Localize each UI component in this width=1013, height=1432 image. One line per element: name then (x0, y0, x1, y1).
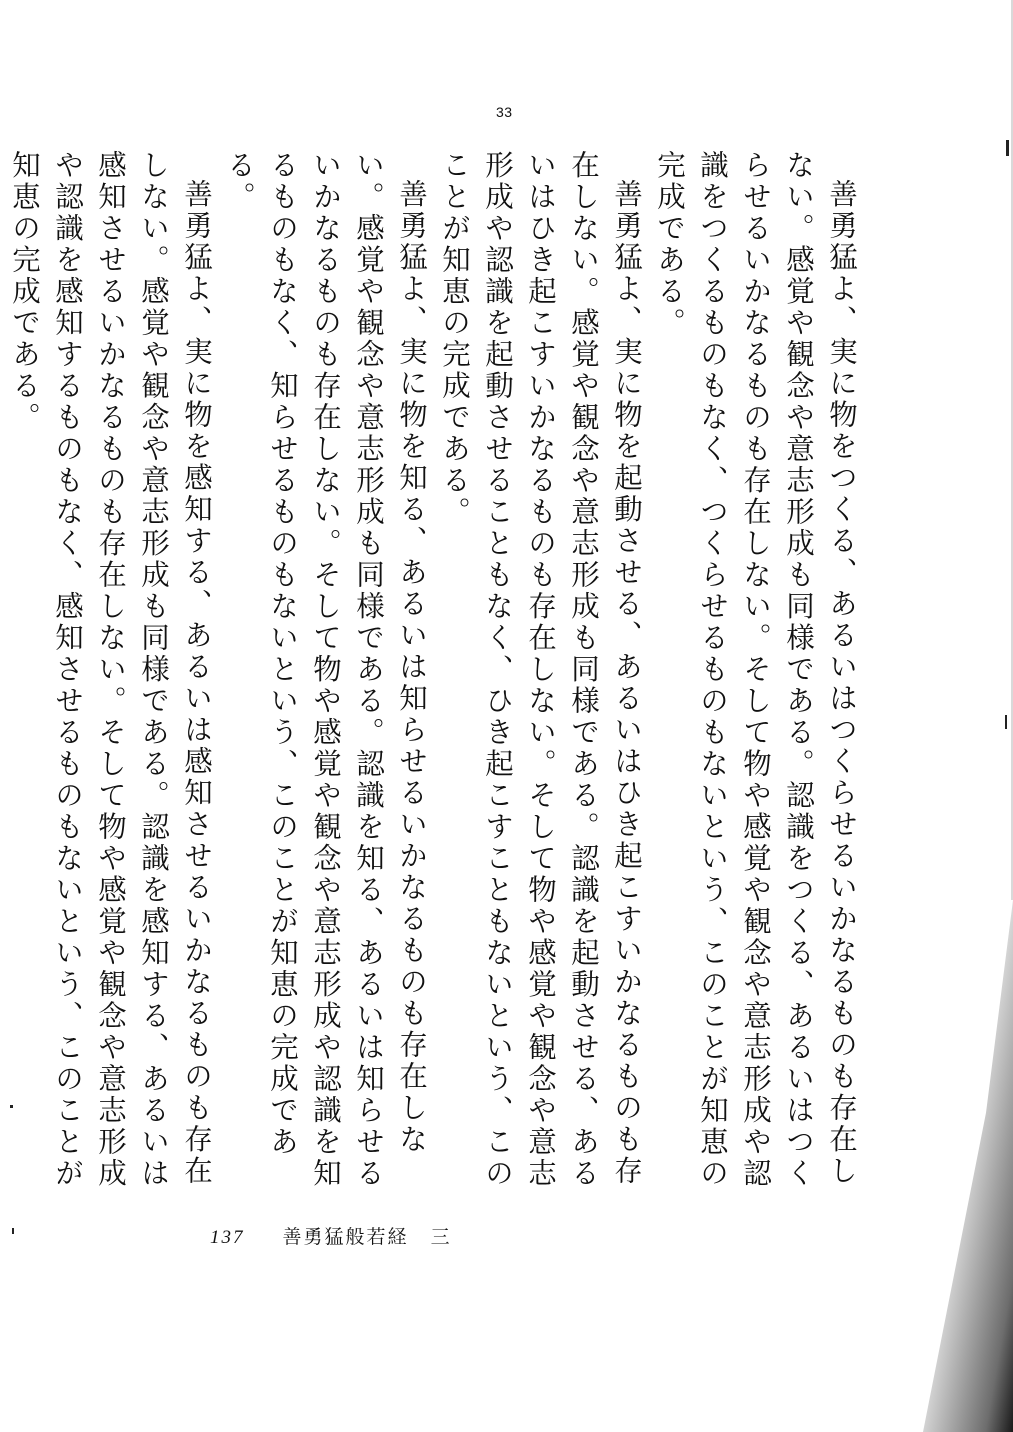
scan-mark (12, 1228, 14, 1234)
page-number: 33 (496, 104, 513, 120)
scan-mark (1006, 140, 1009, 156)
volume-number: 三 (430, 1226, 452, 1248)
running-footer (210, 1222, 452, 1249)
body-text (8, 150, 863, 1210)
paragraph: 善勇猛よ、実に物を知る、あるいは知らせるいかなるものも存在しない。感覚や観念や意志形成も同様である。認識を知る、あるいは知らせるいかなるものも存在しない。そして物や感覚や観念や意志形成や認識を知るものもなく、知らせるものもないという、このことが知恵の完成である。 (223, 150, 428, 1190)
scan-mark (10, 1105, 13, 1108)
scan-mark (1005, 715, 1007, 729)
book-title: 善勇猛般若経 (282, 1226, 409, 1248)
folio-number: 137 (210, 1227, 245, 1248)
paragraph: 善勇猛よ、実に物を起動させる、あるいはひき起こすいかなるものも存在しない。感覚や観念や意志形成も同様である。認識を起動させる、あるいはひき起こすいかなるものも存在しない。そして物や感覚や観念や意志形成や認識を起動させることもなく、ひき起こすこともないという、このことが知恵の完成である。 (438, 150, 643, 1190)
paragraph: 善勇猛よ、実に物を感知する、あるいは感知させるいかなるものも存在しない。感覚や観念や意志形成も同様である。認識を感知する、あるいは感知させるいかなるものも存在しない。そして物や感覚や観念や意志形成や認識を感知するものもなく、感知させるものもないという、このことが知恵の完成である。 (8, 150, 213, 1190)
scan-shadow (923, 900, 1013, 1432)
paragraph: 善勇猛よ、実に物をつくる、あるいはつくらせるいかなるものも存在しない。感覚や観念や意志形成も同様である。認識をつくる、あるいはつくらせるいかなるものも存在しない。そして物や感覚や観念や意志形成や認識をつくるものもなく、つくらせるものもないという、このことが知恵の完成である。 (653, 150, 858, 1190)
